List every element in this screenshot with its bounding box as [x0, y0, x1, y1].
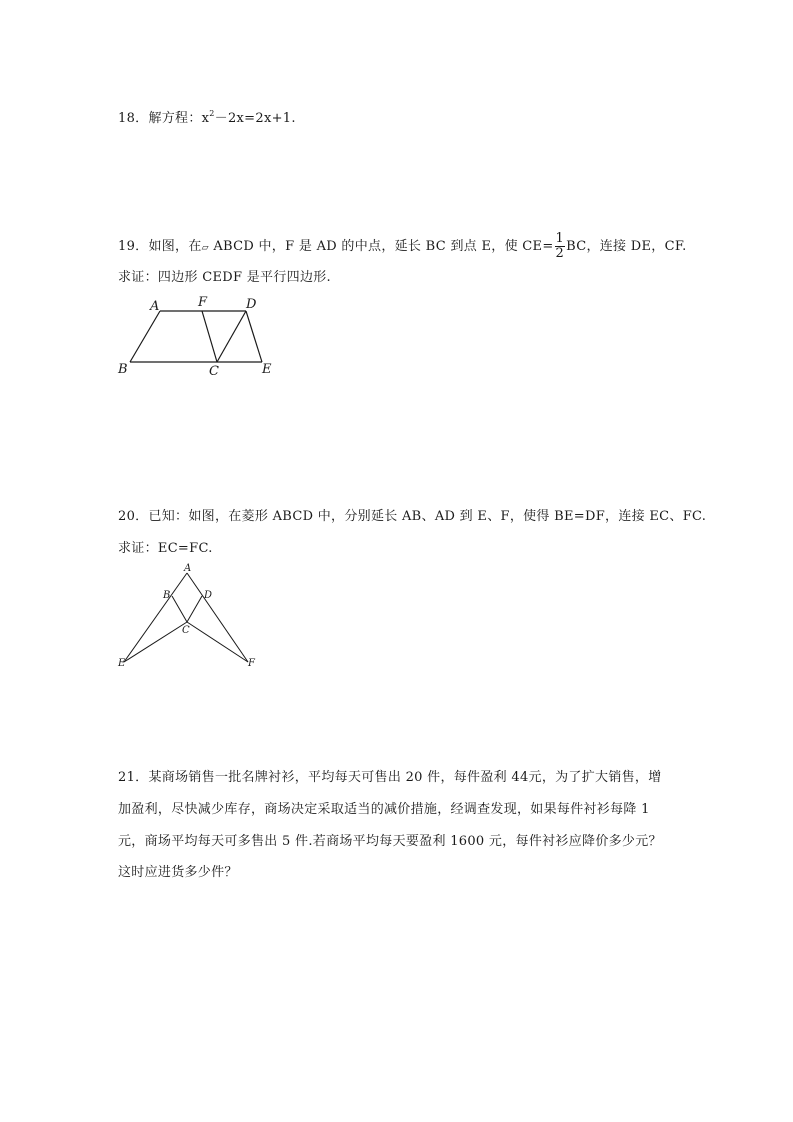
question-21-line3: 元，商场平均每天可多售出 5 件.若商场平均每天要盈利 1600 元，每件衬衫应降价多少元？ [118, 834, 662, 849]
label-E: E [118, 658, 126, 669]
label-D: D [246, 297, 257, 312]
q18-exponent: 2 [209, 109, 215, 118]
parallelogram-symbol: ▱ [201, 243, 209, 253]
question-20-line2: 求证：EC=FC. [118, 541, 213, 556]
q19-text-b: ABCD 中，F 是 AD 的中点，延长 BC 到点 E，使 CE= [208, 239, 554, 254]
label-B: B [163, 590, 171, 601]
q19-text-c: BC，连接 DE，CF. [566, 239, 687, 254]
segment-DC [187, 596, 202, 622]
question-18 [118, 105, 296, 128]
question-20-line1: 20．已知：如图，在菱形 ABCD 中，分别延长 AB、AD 到 E、F，使得 BE=DF，连接 EC、FC. [118, 509, 707, 524]
segment-EC [124, 622, 187, 662]
label-C: C [209, 364, 219, 379]
q18-text: 18．解方程：x [118, 111, 210, 126]
segment-AE [124, 573, 187, 662]
q18-text-rest: －2x=2x+1. [214, 111, 296, 126]
segment-BC [172, 596, 187, 622]
label-A: A [184, 563, 192, 574]
question-19-line1 [118, 232, 687, 261]
segment-AB [130, 311, 160, 362]
question-21-line2: 加盈利，尽快减少库存，商场决定采取适当的减价措施，经调查发现，如果每件衬衫每降 1 [118, 802, 650, 817]
segment-DC [217, 311, 246, 362]
question-21-line1: 21．某商场销售一批名牌衬衫，平均每天可售出 20 件，每件盈利 44元，为了扩大销售，增 [118, 770, 662, 785]
label-B: B [118, 362, 128, 377]
question-19-line2: 求证：四边形 CEDF 是平行四边形. [118, 270, 331, 285]
q19-text-a: 19．如图，在 [118, 239, 202, 254]
segment-FC [187, 622, 248, 662]
segment-AF [187, 573, 248, 662]
fraction-one-half [555, 232, 566, 261]
label-D: D [204, 590, 213, 601]
segment-DE [246, 311, 262, 362]
label-A: A [150, 299, 160, 314]
segment-FC [202, 311, 217, 362]
frac-denominator: 2 [555, 246, 565, 261]
label-C: C [182, 625, 190, 636]
label-F: F [248, 658, 255, 669]
frac-numerator: 1 [555, 231, 565, 246]
label-E: E [262, 362, 272, 377]
label-F: F [198, 295, 208, 310]
question-21-line4: 这时应进货多少件？ [118, 865, 238, 880]
